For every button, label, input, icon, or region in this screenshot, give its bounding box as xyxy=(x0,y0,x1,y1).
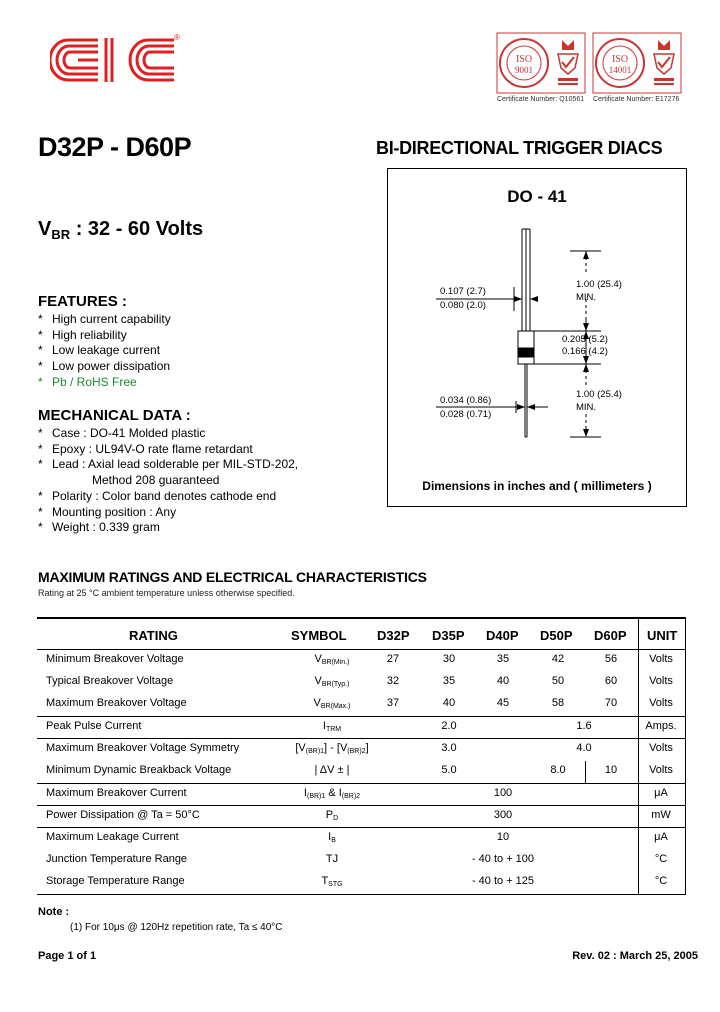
value-cell: 60 xyxy=(604,675,618,687)
features-heading: FEATURES : xyxy=(38,293,127,310)
mechanical-heading: MECHANICAL DATA : xyxy=(38,407,191,424)
symbol-cell: $I_{TRM}$ xyxy=(322,720,342,733)
registered-mark: ® xyxy=(174,33,180,42)
list-item: * Case : DO-41 Molded plastic xyxy=(38,426,206,440)
symbol-cell: $[V_{(BR)1}] - [V_{(BR)2}]$ xyxy=(295,742,369,755)
value-cell: 3.0 xyxy=(441,742,457,754)
symbol-cell: $V_{BR(Min.)}$ xyxy=(314,653,350,666)
part-number-title: D32P - D60P xyxy=(38,132,192,162)
value-cell: 40 xyxy=(442,697,456,709)
eic-logo xyxy=(50,30,180,90)
lead-dia-min: 0.080 (2.0) xyxy=(440,300,486,311)
value-cell: 27 xyxy=(386,653,400,665)
value-cell: 70 xyxy=(604,697,618,709)
lead-len-bot-min: MIN. xyxy=(576,402,597,413)
col-symbol: SYMBOL xyxy=(291,628,347,643)
package-outline-box xyxy=(387,168,687,507)
value-cell: 45 xyxy=(496,697,510,709)
unit-cell: mW xyxy=(651,809,671,821)
iso-9001-badge xyxy=(496,32,586,94)
unit-cell: Volts xyxy=(649,653,673,665)
vbr-text: : 32 - 60 Volts xyxy=(75,218,204,240)
list-item: * Polarity : Color band denotes cathode end xyxy=(38,488,277,503)
rating-label: Maximum Breakover Voltage Symmetry xyxy=(46,742,240,754)
body-len-min: 0.166 (4.2) xyxy=(562,346,608,357)
iso-number-2: 14001 xyxy=(608,65,632,75)
rating-label: Maximum Breakover Voltage xyxy=(46,697,187,709)
value-cell: 35 xyxy=(442,675,456,687)
package-name: DO - 41 xyxy=(507,187,567,206)
unit-cell: Volts xyxy=(649,697,673,709)
rating-label: Minimum Dynamic Breakback Voltage xyxy=(46,764,232,776)
symbol-cell: $T_{STG}$ xyxy=(321,875,343,888)
mechanical-list xyxy=(38,426,298,536)
lead-dia-max: 0.107 (2.7) xyxy=(440,286,486,297)
value-cell: 40 xyxy=(496,675,510,687)
wire-dia-max: 0.034 (0.86) xyxy=(440,395,492,406)
cert-number-1: Certificate Number: Q10561 xyxy=(497,96,585,103)
rating-label: Junction Temperature Range xyxy=(46,853,188,865)
rating-label: Maximum Breakover Current xyxy=(46,787,187,799)
revision: Rev. 02 : March 25, 2005 xyxy=(572,950,698,962)
value-cell: 1.6 xyxy=(576,720,592,732)
symbol-cell: TJ xyxy=(325,853,339,865)
symbol-cell: $V_{BR(Max.)}$ xyxy=(313,697,351,710)
value-cell: 50 xyxy=(551,675,565,687)
cert-number-2: Certificate Number: E17276 xyxy=(593,96,680,103)
iso-number-1: 9001 xyxy=(515,65,533,75)
col-d40p: D40P xyxy=(486,628,519,643)
value-cell: 35 xyxy=(496,653,510,665)
value-cell: 37 xyxy=(386,697,400,709)
breakover-voltage-heading xyxy=(38,218,203,242)
wire-dia-min: 0.028 (0.71) xyxy=(440,409,492,420)
value-cell: 10 xyxy=(604,764,618,776)
value-cell: 8.0 xyxy=(550,764,566,776)
symbol-cell: $P_D$ xyxy=(325,809,339,822)
list-item: * Weight : 0.339 gram xyxy=(38,520,160,535)
dimensions-caption: Dimensions in inches and ( millimeters ) xyxy=(422,479,652,493)
unit-cell: Volts xyxy=(649,764,673,776)
ratings-note: Rating at 25 °C ambient temperature unless otherwise specified. xyxy=(38,588,295,598)
unit-cell: °C xyxy=(654,875,668,887)
col-d32p: D32P xyxy=(377,628,410,643)
symbol-cell: $I_B$ xyxy=(328,831,336,844)
value-cell: 30 xyxy=(442,653,456,665)
value-cell: - 40 to + 100 xyxy=(471,853,535,865)
col-d35p: D35P xyxy=(432,628,465,643)
value-cell: 42 xyxy=(551,653,565,665)
rating-label: Minimum Breakover Voltage xyxy=(46,653,184,665)
iso-14001-badge xyxy=(592,32,682,94)
body-len-max: 0.205 (5.2) xyxy=(562,334,608,345)
symbol-cell: | ΔV ± | xyxy=(314,764,350,776)
value-cell: 100 xyxy=(493,787,513,799)
rating-label: Storage Temperature Range xyxy=(46,875,185,887)
lead-len-bot: 1.00 (25.4) xyxy=(576,389,622,400)
unit-cell: Volts xyxy=(649,675,673,687)
features-list xyxy=(38,312,171,391)
rating-label: Peak Pulse Current xyxy=(46,720,142,732)
device-type-title: BI-DIRECTIONAL TRIGGER DIACS xyxy=(376,138,663,158)
list-item: * Lead : Axial lead solderable per MIL-STD-202, xyxy=(38,457,299,472)
unit-cell: μA xyxy=(654,787,668,799)
value-cell: 32 xyxy=(386,675,400,687)
rating-label: Typical Breakover Voltage xyxy=(46,675,174,687)
note-heading: Note : xyxy=(38,906,70,918)
unit-cell: Amps. xyxy=(645,720,677,732)
package-drawing xyxy=(388,169,686,506)
page-number: Page 1 of 1 xyxy=(38,950,97,962)
unit-cell: °C xyxy=(654,853,668,865)
lead-len-top-min: MIN. xyxy=(576,292,597,303)
list-item: * Mounting position : Any xyxy=(38,504,177,519)
iso-label-1: ISO xyxy=(515,54,533,65)
vbr-sub: BR xyxy=(51,227,71,242)
list-item: * Epoxy : UL94V-O rate flame retardant xyxy=(38,441,253,456)
col-rating: RATING xyxy=(129,628,178,643)
value-cell: 5.0 xyxy=(441,764,457,776)
value-cell: 58 xyxy=(551,697,565,709)
value-cell: 300 xyxy=(493,809,513,821)
col-d50p: D50P xyxy=(540,628,573,643)
rating-label: Power Dissipation @ Ta = 50°C xyxy=(46,809,200,821)
note-text: (1) For 10μs @ 120Hz repetition rate, Ta ≤ 40°C xyxy=(70,922,283,933)
col-unit: UNIT xyxy=(647,628,678,643)
unit-cell: Volts xyxy=(649,742,673,754)
list-item: * High reliability xyxy=(38,327,127,342)
col-d60p: D60P xyxy=(594,628,627,643)
rating-label: Maximum Leakage Current xyxy=(46,831,179,843)
list-item: Method 208 guaranteed xyxy=(92,473,220,488)
list-item: * Low leakage current xyxy=(38,343,161,358)
ratings-heading: MAXIMUM RATINGS AND ELECTRICAL CHARACTERISTICS xyxy=(38,569,427,585)
symbol-cell: $V_{BR(Typ.)}$ xyxy=(314,675,350,688)
unit-cell: μA xyxy=(654,831,668,843)
ratings-table xyxy=(37,617,686,895)
value-cell: - 40 to + 125 xyxy=(471,875,535,887)
iso-label-2: ISO xyxy=(611,54,629,65)
value-cell: 10 xyxy=(496,831,510,843)
list-item: * High current capability xyxy=(38,312,171,326)
value-cell: 4.0 xyxy=(576,742,592,754)
symbol-cell: $I_{(BR)1}$ & $I_{(BR)2}$ xyxy=(303,787,361,800)
lead-len-top: 1.00 (25.4) xyxy=(576,279,622,290)
value-cell: 2.0 xyxy=(441,720,457,732)
list-item: * Pb / RoHS Free xyxy=(38,374,137,389)
value-cell: 56 xyxy=(604,653,618,665)
vbr-symbol: V xyxy=(38,218,52,240)
list-item: * Low power dissipation xyxy=(38,359,171,374)
